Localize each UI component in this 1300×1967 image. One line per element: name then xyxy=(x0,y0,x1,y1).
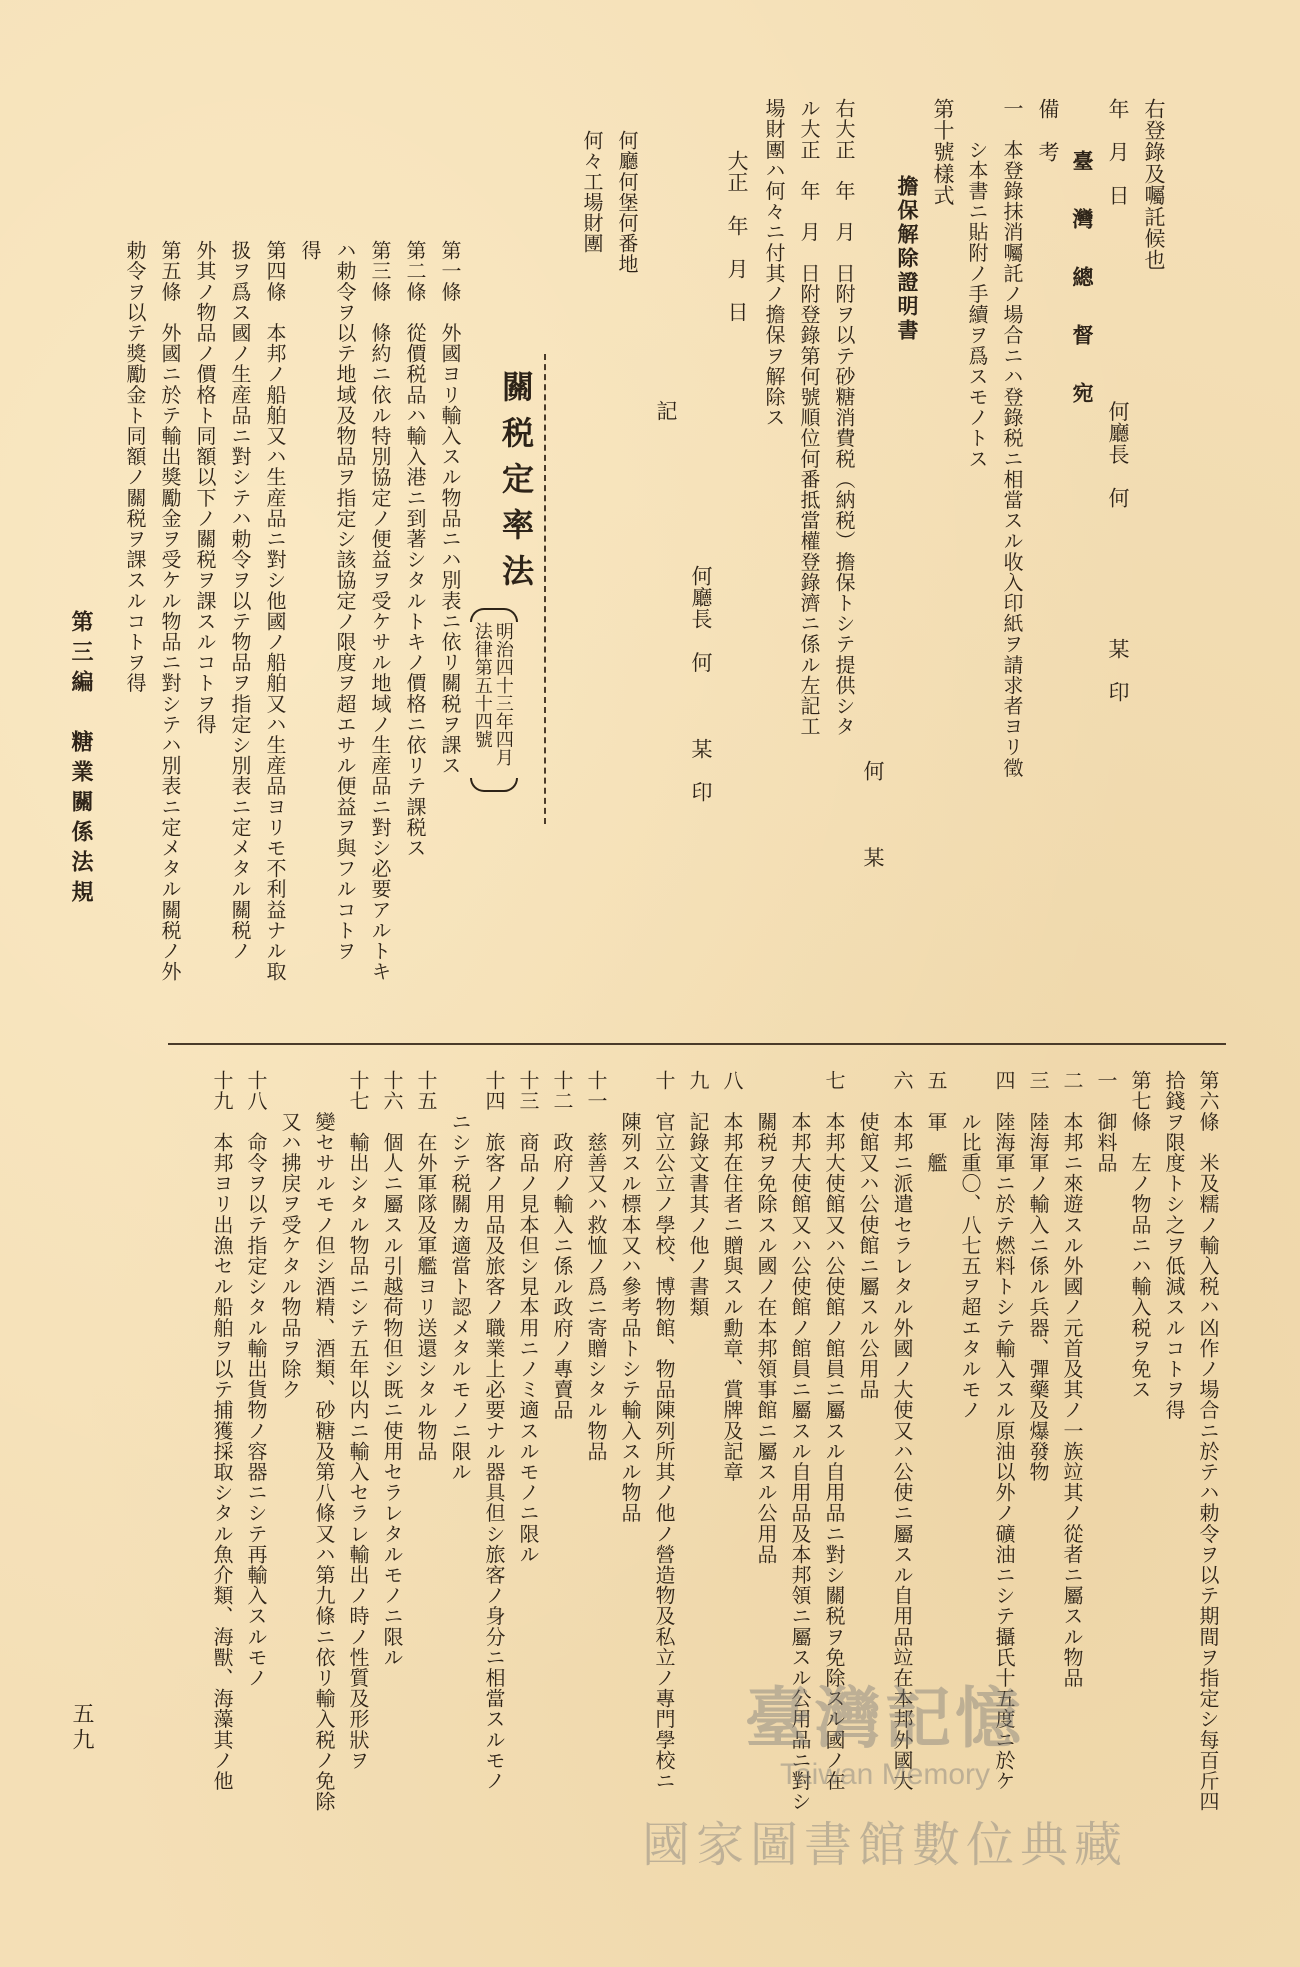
list-item: 一 御料品 xyxy=(1094,1070,1118,1173)
text-column: 關税ヲ免除スル國ノ在本邦領事館ニ屬スル公用品 xyxy=(754,1070,778,1565)
bracket-bottom xyxy=(470,778,518,792)
text-column: 陳列スル標本又ハ參考品トシテ輸入スル物品 xyxy=(618,1070,642,1524)
list-item: 十七 輸出シタル物品ニシテ五年以内ニ輸入セラレ輸出ノ時ノ性質及形狀ヲ xyxy=(346,1070,370,1771)
list-item: 三 陸海軍ノ輸入ニ係ル兵器、彈藥及爆發物 xyxy=(1026,1070,1050,1482)
text-column: 右大正 年 月 日附ヲ以テ砂糖消費税（納税）擔保トシテ提供シタ xyxy=(832,98,856,737)
list-item: 十二 政府ノ輸入ニ係ル政府ノ專賣品 xyxy=(550,1070,574,1421)
law-title: 關税定率法 xyxy=(497,370,535,600)
text-column: 又ハ拂戻ヲ受ケタル物品ヲ除ク xyxy=(278,1070,302,1400)
text-column: 備 考 xyxy=(1036,98,1060,163)
text-column: 外其ノ物品ノ價格ト同額以下ノ關税ヲ課スルコトヲ得 xyxy=(193,240,217,735)
library-watermark xyxy=(540,1665,1230,1875)
text-column: 使館又ハ公使館ニ屬スル公用品 xyxy=(856,1070,880,1400)
text-column: 場財團ハ何々ニ付其ノ擔保ヲ解除ス xyxy=(762,98,786,428)
article-1: 第一條 外國ヨリ輸入スル物品ニハ別表ニ依リ關税ヲ課ス xyxy=(438,240,462,776)
list-item: 八 本邦在住者ニ贈與スル勳章、賞牌及記章 xyxy=(720,1070,744,1482)
bracket-top xyxy=(470,608,518,622)
article-5: 第五條 外國ニ於テ輸出獎勵金ヲ受ケル物品ニ對シテハ別表ニ定メタル關税ノ外 xyxy=(158,240,182,982)
text-column: 拾錢ヲ限度トシ之ヲ低減スルコトヲ得 xyxy=(1162,1070,1186,1421)
page-number: 五九 xyxy=(69,1702,94,1754)
text-column: シ本書ニ貼附ノ手續ヲ爲スモノトス xyxy=(965,98,989,469)
form-label: 第十號樣式 xyxy=(931,98,955,206)
text-column: ニシテ税關カ適當ト認メタルモノニ限ル xyxy=(448,1070,472,1482)
date-line: 大正 年 月 日 xyxy=(725,150,749,323)
text-column: ル大正 年 月 日附登錄第何號順位何番抵當權登錄濟ニ係ル左記工 xyxy=(797,98,821,737)
list-item: 九 記錄文書其ノ他ノ書類 xyxy=(686,1070,710,1318)
addressee: 臺 灣 總 督 宛 xyxy=(1070,150,1095,411)
article-4: 第四條 本邦ノ船舶又ハ生産品ニ對シ他國ノ船舶又ハ生産品ヨリモ不利益ナル取 xyxy=(263,240,287,982)
list-item: 二 本邦ニ來遊スル外國ノ元首及其ノ一族竝其ノ從者ニ屬スル物品 xyxy=(1060,1070,1084,1688)
text-column: 扱ヲ爲ス國ノ生産品ニ對シテハ勅令ヲ以テ物品ヲ指定シ別表ニ定メタル關税ノ xyxy=(228,240,252,961)
list-item: 四 陸海軍ニ於テ燃料トシテ輸入スル原油以外ノ礦油ニシテ攝氏十五度ニ於ケ xyxy=(992,1070,1016,1791)
list-item: 十一 慈善又ハ救恤ノ爲ニ寄贈シタル物品 xyxy=(584,1070,608,1462)
text-column: 年 月 日 何廳長 何 某 印 xyxy=(1106,98,1130,703)
running-footer: 第三編 糖業關係法規 xyxy=(68,610,94,910)
text-column: 何 某 xyxy=(861,760,885,868)
title-divider xyxy=(544,354,548,824)
list-item: 十四 旅客ノ用品及旅客ノ職業上必要ナル器具但シ旅客ノ身分ニ相當スルモノ xyxy=(482,1070,506,1791)
section-divider xyxy=(168,1043,1226,1045)
list-item: 五 軍 艦 xyxy=(924,1070,948,1173)
article-2: 第二條 從價税品ハ輸入港ニ到著シタルトキノ價格ニ依リテ課税ス xyxy=(403,240,427,858)
text-column: 勅令ヲ以テ獎勵金ト同額ノ關税ヲ課スルコトヲ得 xyxy=(123,240,147,694)
list-item: 十六 個人ニ屬スル引越荷物但シ既ニ使用セラレタルモノニ限ル xyxy=(380,1070,404,1668)
law-number-note: 法律第五十四號 xyxy=(471,622,493,748)
text-column: 得 xyxy=(298,240,322,261)
law-date-note: 明治四十三年四月 xyxy=(492,622,514,766)
watermark-brand-english: Taiwan Memory xyxy=(779,1758,991,1791)
text-column: ル比重〇、八七五ヲ超エタルモノ xyxy=(958,1070,982,1421)
text-column: ハ勅令ヲ以テ地域及物品ヲ指定シ該協定ノ限度ヲ超エサル便益ヲ與フルコトヲ xyxy=(333,240,357,961)
list-item: 六 本邦ニ派遣セラレタル外國ノ大使又ハ公使ニ屬スル自用品竝在本邦外國大 xyxy=(890,1070,914,1791)
list-item: 十三 商品ノ見本但シ見本用ニノミ適スルモノニ限ル xyxy=(516,1070,540,1565)
certificate-title: 擔保解除證明書 xyxy=(895,175,920,343)
text-column: 何々工場財團 xyxy=(580,130,604,254)
text-column: 本邦大使館又ハ公使館ノ館員ニ屬スル自用品及本邦領ニ屬スル公用品ニ對シ xyxy=(788,1070,812,1812)
article-3: 第三條 條約ニ依ル特別協定ノ便益ヲ受ケサル地域ノ生産品ニ對シ必要アルトキ xyxy=(368,240,392,982)
list-item: 十九 本邦ヨリ出漁セル船舶ヲ以テ捕獲採取シタル魚介類、海獸、海藻其ノ他 xyxy=(210,1070,234,1791)
text-column: 一 本登錄抹消囑託ノ場合ニハ登錄税ニ相當スル收入印紙ヲ請求者ヨリ徵 xyxy=(1000,98,1024,778)
text-column: 右登錄及囑託候也 xyxy=(1142,98,1166,271)
text-column: 變セサルモノ但シ酒精、酒類、砂糖及第八條又ハ第九條ニ依リ輸入税ノ免除 xyxy=(312,1070,336,1812)
list-item: 十八 命令ヲ以テ指定シタル輸出貨物ノ容器ニシテ再輸入スルモノ xyxy=(244,1070,268,1688)
text-column: 何廳何堡何番地 xyxy=(615,130,639,275)
article-6: 第六條 米及糯ノ輸入税ハ凶作ノ場合ニ於テハ勅令ヲ以テ期間ヲ指定シ每百斤四 xyxy=(1196,1070,1220,1812)
watermark-brand: 臺灣記憶 xyxy=(745,1679,1025,1757)
list-item: 七 本邦大使館又ハ公使館ノ館員ニ屬スル自用品ニ對シ關税ヲ免除スル國ノ在 xyxy=(822,1070,846,1791)
article-7: 第七條 左ノ物品ニハ輸入税ヲ免ス xyxy=(1128,1070,1152,1400)
record-label: 記 xyxy=(654,400,678,422)
signature-line: 何廳長 何 某 印 xyxy=(689,565,713,803)
watermark-library: 國家圖書館數位典藏 xyxy=(641,1817,1128,1873)
list-item: 十五 在外軍隊及軍艦ヨリ送還シタル物品 xyxy=(414,1070,438,1462)
list-item: 十 官立公立ノ學校、博物館、物品陳列所其ノ他ノ營造物及私立ノ專門學校ニ xyxy=(652,1070,676,1791)
